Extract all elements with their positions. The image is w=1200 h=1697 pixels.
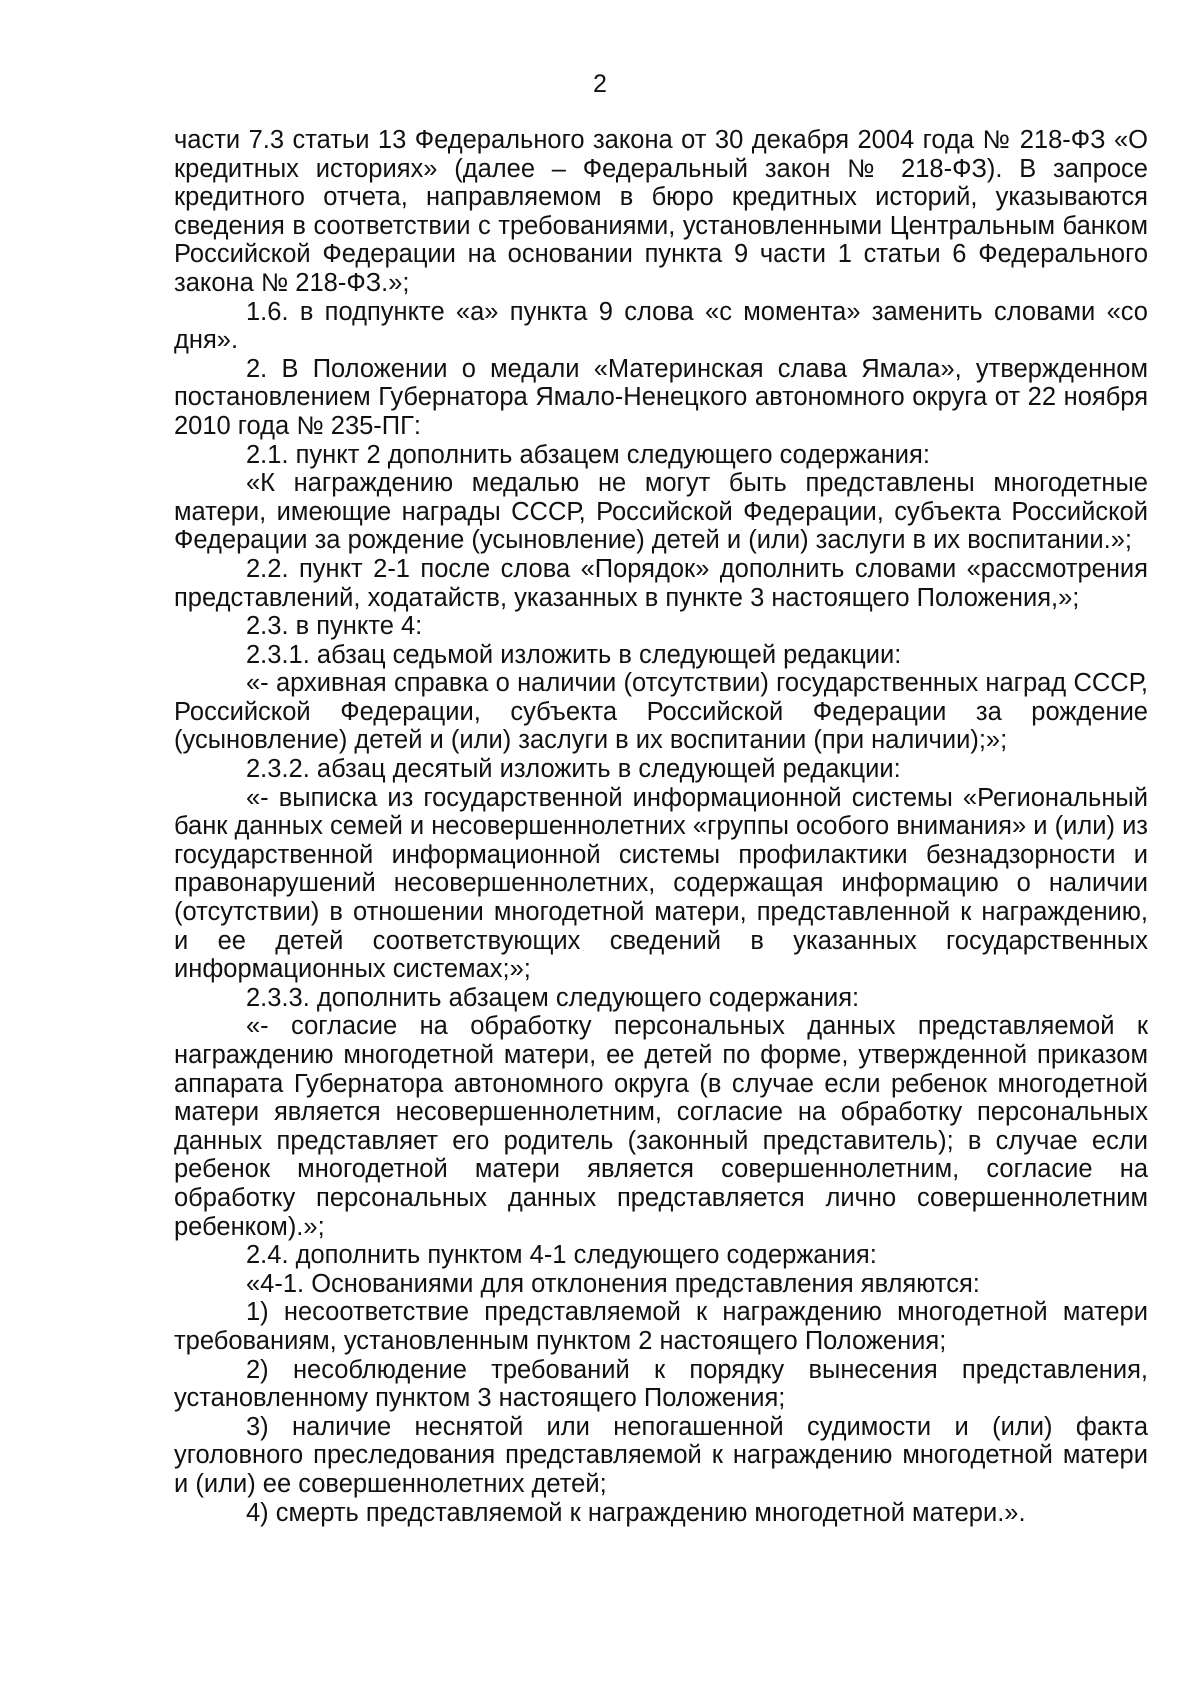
paragraph-item-2-3-2: 2.3.2. абзац десятый изложить в следующей редакции:	[246, 755, 901, 784]
paragraph-quote-2-1: «К награждению медалью не могут быть представлены многодетные матери, имеющие награды СССР, Российской Федерации, субъекта Российской Федерации за рождение (усыновление) детей и (или) заслуги в их воспитании.»;	[174, 469, 1148, 555]
paragraph-item-2-4: 2.4. дополнить пунктом 4-1 следующего содержания:	[246, 1241, 877, 1270]
paragraph-item-4-1: «4-1. Основаниями для отклонения представления являются:	[246, 1269, 980, 1298]
paragraph-item-2-2: 2.2. пункт 2-1 после слова «Порядок» дополнить словами «рассмотрения представлений, ходатайств, указанных в пункте 3 настоящего Положения,»;	[174, 554, 1148, 612]
paragraph-ground-1: 1) несоответствие представляемой к награждению многодетной матери требованиям, установленным пунктом 2 настоящего Положения;	[174, 1298, 1148, 1355]
paragraph-ground-4: 4) смерть представляемой к награждению многодетной матери.».	[246, 1498, 1026, 1527]
document-body	[174, 126, 1148, 1527]
paragraph-item-2-3-3: 2.3.3. дополнить абзацем следующего содержания:	[246, 983, 860, 1012]
paragraph-quote-2-3-2: «- выписка из государственной информационной системы «Региональный банк данных семей и несовершеннолетних «группы особого внимания» и (или) из государственной информационной системы профилактики безнадзорности и правонарушений несовершеннолетних, содержащая информацию о наличии (отсутствии) в отношении многодетной матери, представленной к награждению, и ее детей соответствующих сведений в указанных государственных информационных системах;»;	[174, 783, 1148, 984]
paragraph-item-2-3-1: 2.3.1. абзац седьмой изложить в следующей редакции:	[246, 640, 902, 669]
paragraph-ground-2: 2) несоблюдение требований к порядку вынесения представления, установленному пунктом 3 настоящего Положения;	[174, 1355, 1148, 1413]
paragraph-quote-2-3-1: «- архивная справка о наличии (отсутствии) государственных наград СССР, Российской Федерации, субъекта Российской Федерации за рождение (усыновление) детей и (или) заслуги в их воспитании (при наличии);»;	[174, 669, 1148, 755]
paragraph-item-2: 2. В Положении о медали «Материнская слава Ямала», утвержденном постановлением Губернатора Ямало-Ненецкого автономного округа от 22 ноября 2010 года № 235-ПГ:	[174, 354, 1148, 440]
paragraph-continuation: части 7.3 статьи 13 Федерального закона от 30 декабря 2004 года № 218-ФЗ «О кредитных историях» (далее – Федеральный закон № 218-ФЗ). В запросе кредитного отчета, направляемом в бюро кредитных историй, указываются сведения в соответствии с требованиями, установленными Центральным банком Российской Федерации на основании пункта 9 части 1 статьи 6 Федерального закона № 218-ФЗ.»;	[174, 126, 1148, 297]
paragraph-quote-2-3-3: «- согласие на обработку персональных данных представляемой к награждению многодетной матери, ее детей по форме, утвержденной приказом аппарата Губернатора автономного округа (в случае если ребенок многодетной матери является несовершеннолетним, согласие на обработку персональных данных представляет его родитель (законный представитель); в случае если ребенок многодетной матери является совершеннолетним, согласие на обработку персональных данных представляется лично совершеннолетним ребенком).»;	[174, 1012, 1148, 1241]
paragraph-ground-3: 3) наличие неснятой или непогашенной судимости и (или) факта уголовного преследования представляемой к награждению многодетной матери и (или) ее совершеннолетних детей;	[174, 1412, 1148, 1498]
page-number: 2	[593, 70, 607, 98]
paragraph-item-1-6: 1.6. в подпункте «а» пункта 9 слова «с момента» заменить словами «со дня».	[174, 297, 1148, 355]
paragraph-item-2-1: 2.1. пункт 2 дополнить абзацем следующего содержания:	[246, 440, 930, 469]
paragraph-item-2-3: 2.3. в пункте 4:	[246, 612, 423, 641]
